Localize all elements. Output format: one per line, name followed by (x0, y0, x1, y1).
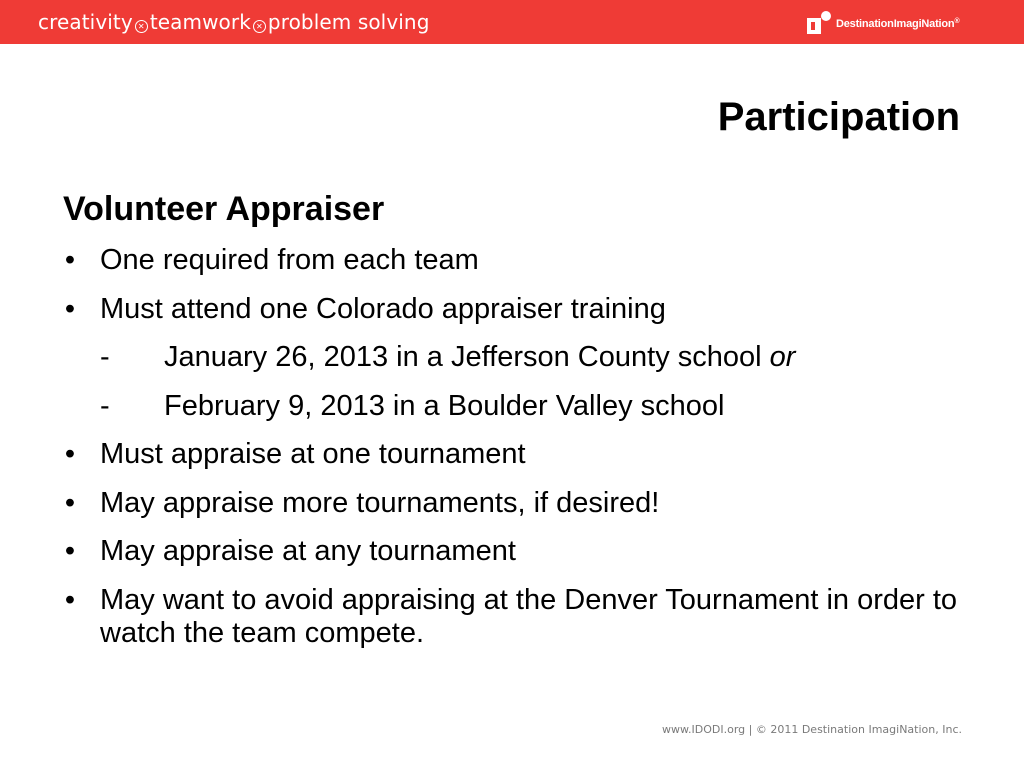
footer-copyright: www.IDODI.org | © 2011 Destination ImagiNation, Inc. (662, 723, 962, 736)
bullet-icon: • (64, 244, 76, 276)
list-item-text: May appraise at any tournament (100, 535, 516, 567)
logo-mark-icon (806, 10, 834, 36)
tagline-creativity: creativity (38, 10, 133, 34)
slide-title: Participation (717, 95, 960, 139)
list-item-text: One required from each team (100, 244, 479, 276)
sub-item-text: January 26, 2013 in a Jefferson County school (164, 341, 770, 373)
tagline-teamwork: teamwork (149, 10, 251, 34)
bullet-icon: • (64, 438, 76, 470)
list-item-text: Must attend one Colorado appraiser training (100, 292, 666, 325)
tagline-problem-solving: problem solving (267, 10, 430, 34)
sub-list-item (60, 390, 980, 423)
separator-icon: ✕ (253, 20, 266, 33)
section-heading: Volunteer Appraiser (63, 190, 385, 228)
sub-item-text: February 9, 2013 in a Boulder Valley school (164, 389, 725, 422)
list-item-text: May appraise more tournaments, if desired! (100, 486, 660, 519)
emphasis-text: or (769, 341, 796, 373)
list-item (60, 293, 980, 326)
list-item (60, 584, 980, 650)
list-item (60, 244, 980, 277)
list-item (60, 438, 980, 471)
dash-marker: - (100, 389, 110, 422)
brand-name: DestinationImagiNation® (836, 18, 960, 30)
bullet-icon: • (64, 535, 76, 567)
tagline (38, 10, 430, 34)
list-item-text: May want to avoid appraising at the Denver Tournament in order to watch the team compete. (100, 583, 958, 649)
header-bar (0, 0, 1024, 44)
bullet-icon: • (64, 583, 76, 616)
list-item-text: Must appraise at one tournament (100, 438, 526, 470)
sub-list-item (60, 341, 980, 374)
list-item (60, 487, 980, 520)
content-list (60, 244, 980, 665)
dash-marker: - (100, 341, 110, 373)
brand-logo (806, 8, 978, 36)
separator-icon: ✕ (135, 20, 148, 33)
bullet-icon: • (64, 292, 76, 325)
list-item (60, 535, 980, 568)
bullet-icon: • (64, 486, 76, 519)
